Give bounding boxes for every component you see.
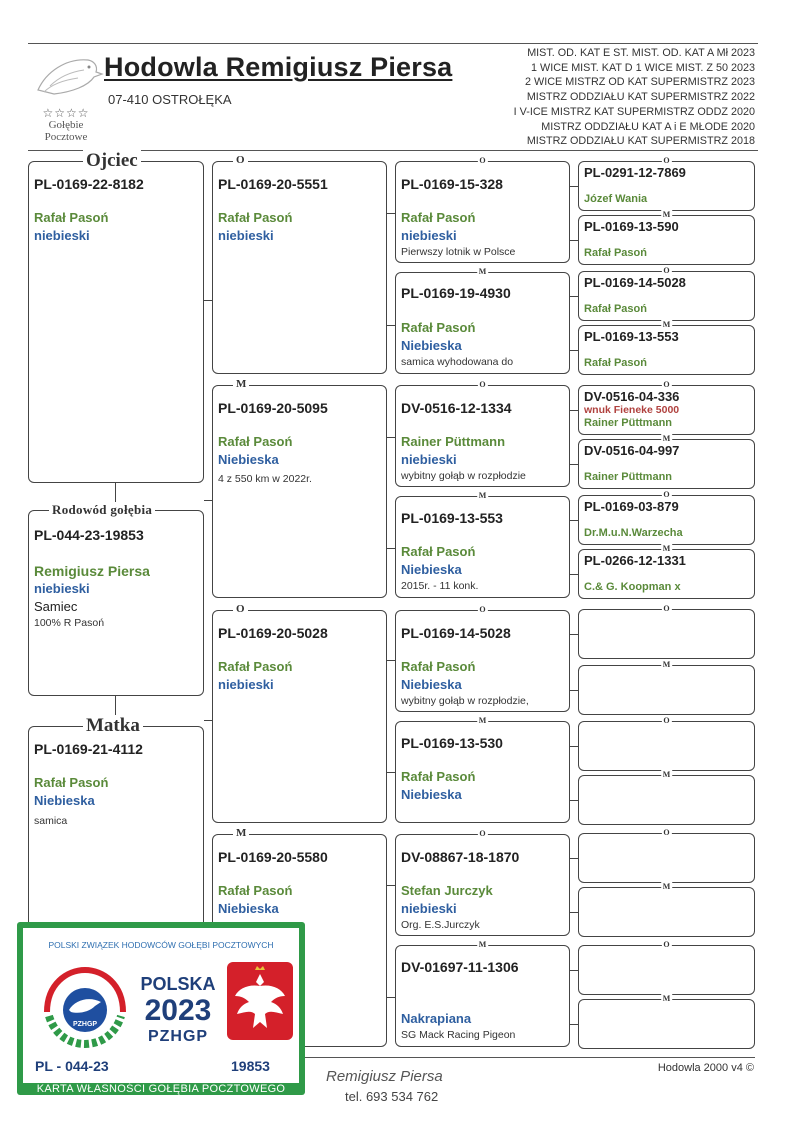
gen2-box-father-sire [212, 154, 387, 374]
owner: Stefan Jurczyk [401, 883, 493, 898]
connector [387, 885, 395, 886]
ring-number: PL-0266-12-1331 [584, 553, 686, 568]
pigeon-icon [28, 50, 104, 102]
owner: Rafał Pasoń [584, 303, 647, 315]
gen3-box [395, 940, 570, 1047]
connector [204, 300, 212, 301]
color: niebieski [218, 677, 274, 692]
note: 2015r. - 11 konk. [401, 580, 479, 592]
connector [387, 997, 395, 998]
color: Niebieska [401, 787, 462, 802]
connector [570, 186, 578, 187]
footer-rule [305, 1057, 755, 1058]
sex-label: O [479, 156, 486, 165]
connector [204, 500, 212, 501]
sex-label: M [478, 491, 487, 500]
sex-label: O [663, 604, 670, 613]
gen4-box-empty [578, 994, 755, 1049]
subject-owner: Remigiusz Piersa [34, 563, 150, 579]
gen3-box [395, 829, 570, 936]
father-label: Ojciec [83, 150, 141, 172]
color: niebieski [401, 452, 457, 467]
header-top-rule [28, 43, 758, 44]
card-abbr: PZHGP [147, 1028, 209, 1045]
sex-label: M [478, 940, 487, 949]
subject-sex: Samiec [34, 599, 78, 614]
owner: Rafał Pasoń [218, 210, 293, 225]
mother-note: samica [34, 815, 68, 827]
achievement: MISTRZ ODDZIAŁU KAT SUPERMISTRZ 2018 [526, 135, 755, 148]
gen4-box [578, 544, 755, 599]
connector [570, 240, 578, 241]
owner: Rafał Pasoń [584, 247, 647, 259]
sex-label: M [662, 544, 671, 553]
owner: C.& G. Koopman x [584, 581, 681, 593]
gen4-box-empty [578, 770, 755, 825]
color: Niebieska [401, 677, 462, 692]
connector [204, 720, 212, 721]
owner: Józef Wania [584, 193, 648, 205]
ring-number: PL-0169-13-590 [584, 219, 679, 234]
polish-eagle-icon [227, 962, 293, 1040]
ring-number: PL-0169-20-5580 [218, 849, 328, 865]
sex-label: M [662, 660, 671, 669]
subject-ring: PL-044-23-19853 [34, 527, 144, 543]
achievement: MISTRZ ODDZIAŁU KAT SUPERMISTRZ 2022 [526, 91, 755, 104]
phone-number: tel. 693 534 762 [345, 1089, 439, 1104]
ring-number: PL-0169-15-328 [401, 176, 503, 192]
color: Nakrapiana [401, 1011, 472, 1026]
ring-number: DV-01697-11-1306 [401, 959, 519, 975]
pzhgp-emblem-icon [37, 962, 133, 1048]
note: wybitny gołąb w rozpłodzie [401, 470, 526, 482]
gen4-box-empty [578, 604, 755, 659]
note: SG Mack Racing Pigeon [401, 1029, 516, 1041]
gen3-box [395, 156, 570, 263]
achievement-note: wnuk Fieneke 5000 [584, 404, 680, 416]
card-country: POLSKA [140, 974, 216, 994]
gen2-box-mother-sire [212, 603, 387, 823]
ring-number: PL-0169-03-879 [584, 499, 679, 514]
sex-label: O [663, 266, 670, 275]
note: Org. E.S.Jurczyk [401, 919, 480, 931]
gen3-box [395, 491, 570, 598]
father-box [28, 150, 204, 483]
gen4-box [578, 210, 755, 265]
gen4-box [578, 266, 755, 321]
subject-note: 100% R Pasoń [34, 617, 105, 629]
owner: Rafał Pasoń [401, 659, 476, 674]
gen4-box [578, 156, 755, 211]
gen4-box-empty [578, 828, 755, 883]
pigeon-logo [28, 50, 104, 142]
owner: Rafał Pasoń [218, 434, 293, 449]
gen2-box-father-dam [212, 378, 387, 598]
connector [570, 520, 578, 521]
achievement: MIST. OD. KAT E ST. MIST. OD. KAT A Mł 2023 [527, 47, 755, 59]
logo-text-1: Gołębie [48, 119, 84, 131]
achievement: MISTRZ ODDZIAŁU KAT A i E MŁODE 2020 [541, 120, 755, 133]
card-caption: KARTA WŁASNOŚCI GOŁĘBIA POCZTOWEGO [36, 1083, 286, 1095]
ring-number: PL-0169-20-5095 [218, 400, 328, 416]
gen4-box [578, 434, 755, 489]
sex-label: M [662, 882, 671, 891]
ring-number: PL-0169-13-553 [401, 510, 503, 526]
card-inner [23, 928, 299, 1083]
breeder-city: 07-410 OSTROŁĘKA [108, 92, 232, 107]
sex-label: M [662, 994, 671, 1003]
mother-ring: PL-0169-21-4112 [34, 741, 143, 757]
gen3-box [395, 267, 570, 374]
gen4-box [578, 380, 755, 435]
pedigree-label: Rodowód gołębia [49, 502, 155, 518]
mother-owner: Rafał Pasoń [34, 775, 109, 790]
connector [570, 296, 578, 297]
card-ring-prefix: PL - 044-23 [35, 1058, 109, 1074]
mother-color: Niebieska [34, 793, 95, 808]
signature: Remigiusz Piersa [326, 1068, 443, 1085]
connector [570, 746, 578, 747]
owner: Rafał Pasoń [218, 659, 293, 674]
connector [570, 800, 578, 801]
card-year: 2023 [144, 994, 212, 1027]
gen4-box-empty [578, 660, 755, 715]
father-ring: PL-0169-22-8182 [34, 176, 144, 192]
sex-label: O [479, 380, 486, 389]
ownership-card [17, 922, 305, 1095]
connector [387, 213, 395, 214]
connector [570, 350, 578, 351]
sex-label: O [663, 828, 670, 837]
ring-number: PL-0291-12-7869 [584, 165, 686, 180]
logo-text-2: Pocztowe [44, 131, 88, 143]
sex-label: M [233, 378, 249, 390]
sex-label: M [478, 716, 487, 725]
connector [570, 858, 578, 859]
owner: Rafał Pasoń [401, 769, 476, 784]
connector [570, 912, 578, 913]
ring-number: DV-0516-04-336 [584, 389, 680, 404]
gen4-box [578, 490, 755, 545]
gen3-box [395, 605, 570, 712]
color: Niebieska [218, 452, 279, 467]
owner: Rafał Pasoń [401, 320, 476, 335]
owner: Rafał Pasoń [584, 357, 647, 369]
sex-label: O [663, 490, 670, 499]
connector [570, 970, 578, 971]
color: Niebieska [218, 901, 279, 916]
connector [570, 464, 578, 465]
owner: Rafał Pasoń [401, 544, 476, 559]
connector [387, 548, 395, 549]
ring-number: PL-0169-20-5551 [218, 176, 328, 192]
sex-label: O [233, 154, 248, 166]
gen4-box [578, 320, 755, 375]
sex-label: M [233, 827, 249, 839]
sex-label: O [479, 829, 486, 838]
color: niebieski [401, 228, 457, 243]
software-version: Hodowla 2000 v4 © [657, 1062, 754, 1074]
connector [387, 660, 395, 661]
sex-label: O [663, 940, 670, 949]
connector [570, 634, 578, 635]
achievement: 2 WICE MISTRZ OD KAT SUPERMISTRZ 2023 [525, 76, 755, 89]
owner: Rafał Pasoń [401, 210, 476, 225]
connector [570, 410, 578, 411]
gen4-box-empty [578, 882, 755, 937]
note: wybitny gołąb w rozpłodzie, [401, 695, 529, 707]
ring-number: PL-0169-14-5028 [584, 275, 686, 290]
emblem-text: PZHGP [72, 1021, 98, 1028]
mother-label: Matka [83, 715, 143, 737]
ring-number: PL-0169-13-553 [584, 329, 679, 344]
ring-number: DV-08867-18-1870 [401, 849, 520, 865]
sex-label: O [479, 605, 486, 614]
owner: Rafał Pasoń [218, 883, 293, 898]
gen4-box-empty [578, 716, 755, 771]
note: Pierwszy lotnik w Polsce [401, 246, 516, 258]
achievements-list [440, 46, 755, 149]
achievement: I V-ICE MISTRZ KAT SUPERMISTRZ ODDZ 2020 [513, 105, 755, 118]
owner: Dr.M.u.N.Warzecha [584, 527, 683, 539]
sex-label: O [663, 156, 670, 165]
gen3-box [395, 380, 570, 487]
ring-number: PL-0169-14-5028 [401, 625, 511, 641]
ring-number: DV-0516-12-1334 [401, 400, 512, 416]
gen4-box-empty [578, 940, 755, 995]
connector [570, 1024, 578, 1025]
ring-number: PL-0169-19-4930 [401, 285, 511, 301]
sex-label: M [662, 320, 671, 329]
card-org: POLSKI ZWIĄZEK HODOWCÓW GOŁĘBI POCZTOWYCH [48, 940, 274, 950]
sex-label: O [663, 716, 670, 725]
page-title: Hodowla Remigiusz Piersa [104, 52, 453, 82]
connector [387, 772, 395, 773]
gen3-box [395, 716, 570, 823]
note: samica wyhodowana do [401, 356, 514, 368]
stars-icon: ☆☆☆☆ [42, 106, 90, 120]
sex-label: M [662, 770, 671, 779]
connector [387, 325, 395, 326]
ring-number: PL-0169-20-5028 [218, 625, 328, 641]
sex-label: O [663, 380, 670, 389]
color: niebieski [401, 901, 457, 916]
owner: Rainer Püttmann [584, 471, 673, 483]
color: niebieski [218, 228, 274, 243]
card-ring-number: 19853 [231, 1058, 270, 1074]
subject-box [28, 502, 204, 696]
achievement: 1 WICE MIST. KAT D 1 WICE MIST. Z 50 2023 [531, 61, 755, 74]
father-color: niebieski [34, 228, 90, 243]
connector [570, 690, 578, 691]
owner: Rainer Püttmann [584, 417, 673, 429]
color: Niebieska [401, 338, 462, 353]
ring-number: DV-0516-04-997 [584, 443, 680, 458]
sex-label: M [662, 210, 671, 219]
father-owner: Rafał Pasoń [34, 210, 109, 225]
subject-color: niebieski [34, 581, 90, 596]
note: 4 z 550 km w 2022r. [218, 473, 312, 485]
sex-label: M [478, 267, 487, 276]
owner: Rainer Püttmann [401, 434, 506, 449]
sex-label: O [233, 603, 248, 615]
sex-label: M [662, 434, 671, 443]
connector [387, 437, 395, 438]
color: Niebieska [401, 562, 462, 577]
ring-number: PL-0169-13-530 [401, 735, 503, 751]
connector [570, 574, 578, 575]
